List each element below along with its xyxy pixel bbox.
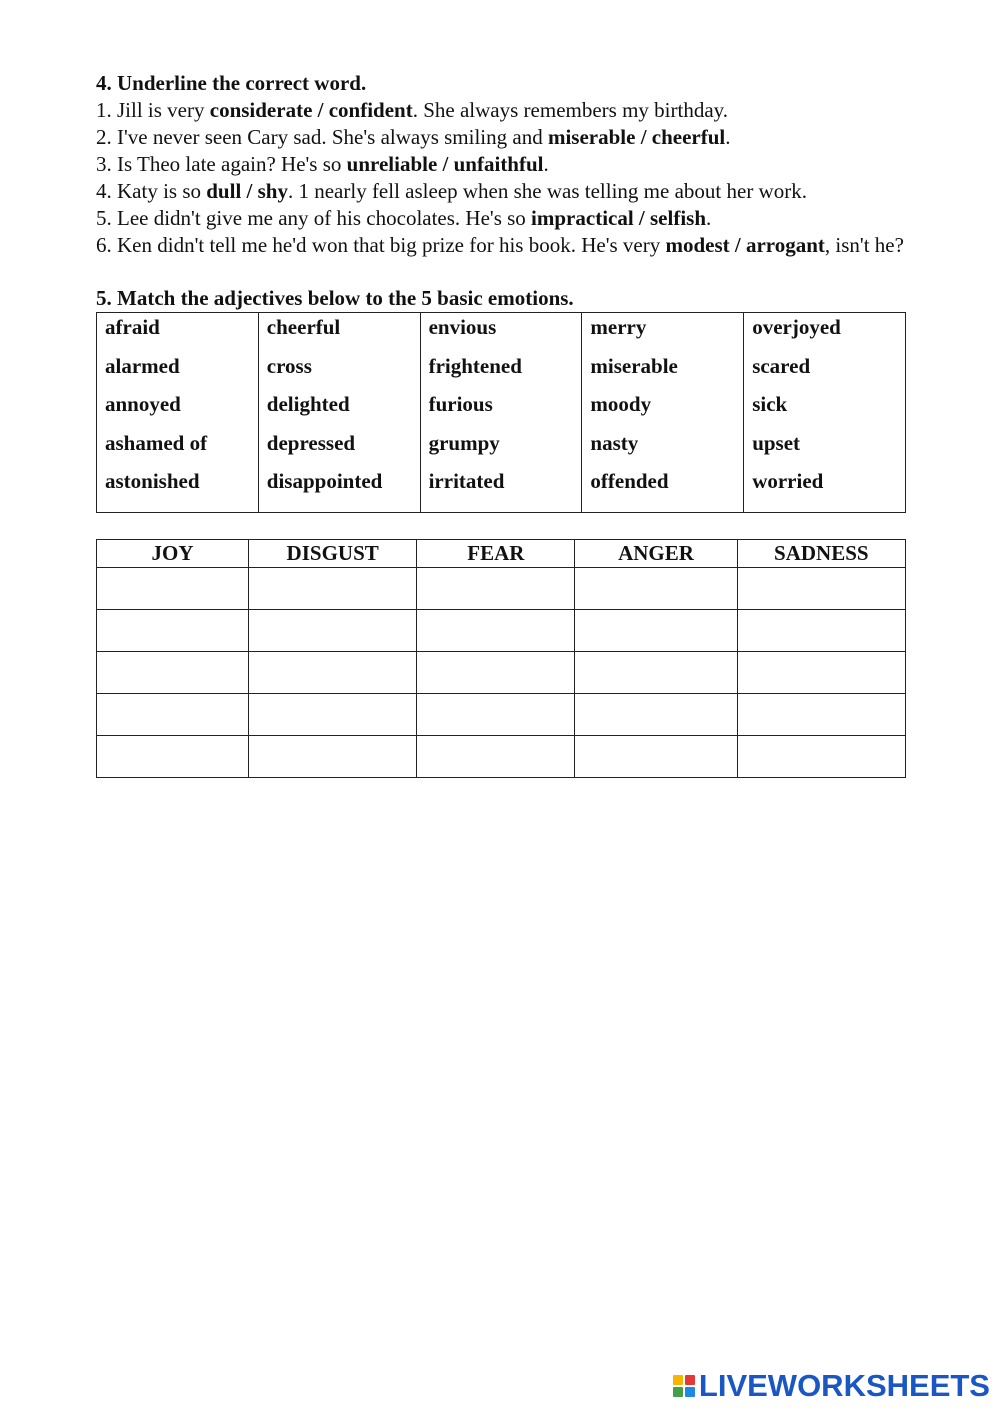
emotion-category-table (96, 539, 906, 778)
drop-cell[interactable] (417, 651, 575, 693)
word-item[interactable]: upset (752, 430, 801, 455)
drop-cell[interactable] (575, 735, 737, 777)
word-column (744, 313, 906, 513)
word-item[interactable]: worried (752, 469, 824, 493)
drop-cell[interactable] (737, 609, 905, 651)
drop-row (97, 693, 906, 735)
word-column (420, 313, 582, 513)
word-column (258, 313, 420, 513)
drop-cell[interactable] (97, 609, 249, 651)
sentence-1: 1. Jill is very considerate / confident. She always remembers my birthday. (96, 98, 729, 122)
drop-cell[interactable] (737, 651, 905, 693)
word-options[interactable]: considerate / confident (209, 98, 413, 122)
drop-cell[interactable] (575, 651, 737, 693)
category-header-joy: JOY (97, 539, 249, 567)
word-item[interactable]: depressed (266, 430, 356, 455)
exercise-4-title: 4. Underline the correct word. (96, 71, 367, 95)
word-item[interactable]: alarmed (105, 353, 180, 378)
drop-cell[interactable] (737, 693, 905, 735)
drop-cell[interactable] (97, 567, 249, 609)
word-options[interactable]: modest / arrogant (665, 233, 825, 257)
drop-cell[interactable] (737, 567, 905, 609)
drop-cell[interactable] (417, 735, 575, 777)
sentence-4: 4. Katy is so dull / shy. 1 nearly fell asleep when she was telling me about her work. (96, 179, 807, 203)
drop-cell[interactable] (97, 651, 249, 693)
word-item[interactable]: ashamed of (105, 430, 208, 455)
sentence-3: 3. Is Theo late again? He's so unreliable / unfaithful. (96, 152, 549, 176)
drop-cell[interactable] (737, 735, 905, 777)
word-item[interactable]: annoyed (105, 392, 181, 416)
word-item[interactable]: envious (428, 315, 497, 339)
word-item[interactable]: astonished (105, 469, 200, 493)
word-item[interactable]: delighted (266, 392, 350, 416)
worksheet-page (96, 70, 908, 778)
category-header-fear: FEAR (417, 539, 575, 567)
word-options[interactable]: impractical / selfish (531, 206, 707, 230)
word-item[interactable]: grumpy (428, 430, 500, 455)
drop-cell[interactable] (249, 693, 417, 735)
category-header-disgust: DISGUST (249, 539, 417, 567)
logo-square (673, 1387, 683, 1397)
word-item[interactable]: cross (266, 353, 312, 378)
word-item[interactable]: overjoyed (752, 315, 841, 339)
word-item[interactable]: cheerful (266, 315, 341, 339)
drop-cell[interactable] (417, 609, 575, 651)
drop-cell[interactable] (249, 567, 417, 609)
exercise-5-title: 5. Match the adjectives below to the 5 basic emotions. (96, 286, 574, 310)
drop-row (97, 651, 906, 693)
drop-cell[interactable] (575, 567, 737, 609)
logo-square (673, 1375, 683, 1385)
word-options[interactable]: dull / shy (206, 179, 288, 203)
category-header-sadness: SADNESS (737, 539, 905, 567)
drop-row (97, 567, 906, 609)
logo-square (685, 1387, 695, 1397)
logo-square (685, 1375, 695, 1385)
word-item[interactable]: offended (590, 469, 669, 493)
word-item[interactable]: sick (752, 392, 788, 416)
word-column (582, 313, 744, 513)
drop-cell[interactable] (97, 735, 249, 777)
drop-cell[interactable] (575, 609, 737, 651)
sentence-2: 2. I've never seen Cary sad. She's always smiling and miserable / cheerful. (96, 125, 731, 149)
drop-cell[interactable] (575, 693, 737, 735)
word-item[interactable]: miserable (590, 353, 678, 378)
drop-cell[interactable] (249, 609, 417, 651)
word-item[interactable]: irritated (428, 469, 505, 493)
drop-row (97, 735, 906, 777)
drop-cell[interactable] (417, 693, 575, 735)
word-item[interactable]: scared (752, 353, 811, 378)
sentence-6: 6. Ken didn't tell me he'd won that big prize for his book. He's very modest / arrogant, isn't he? (96, 233, 904, 257)
drop-cell[interactable] (249, 735, 417, 777)
drop-cell[interactable] (417, 567, 575, 609)
word-column (97, 313, 259, 513)
word-options[interactable]: miserable / cheerful (547, 125, 726, 149)
sentence-5: 5. Lee didn't give me any of his chocolates. He's so impractical / selfish. (96, 206, 712, 230)
drop-cell[interactable] (249, 651, 417, 693)
live-squares-icon (673, 1375, 695, 1397)
word-item[interactable]: afraid (105, 315, 160, 339)
word-item[interactable]: disappointed (266, 469, 383, 493)
word-item[interactable]: furious (428, 392, 493, 416)
word-options[interactable]: unreliable / unfaithful (346, 152, 544, 176)
drop-cell[interactable] (97, 693, 249, 735)
drop-row (97, 609, 906, 651)
word-item[interactable]: frightened (428, 353, 522, 378)
adjective-word-bank (96, 312, 906, 513)
logo-text: LIVEWORKSHEETS (698, 1368, 990, 1403)
liveworksheets-logo (673, 1368, 990, 1404)
category-header-anger: ANGER (575, 539, 737, 567)
word-item[interactable]: moody (590, 392, 652, 416)
word-item[interactable]: nasty (590, 430, 639, 455)
word-item[interactable]: merry (590, 315, 647, 339)
